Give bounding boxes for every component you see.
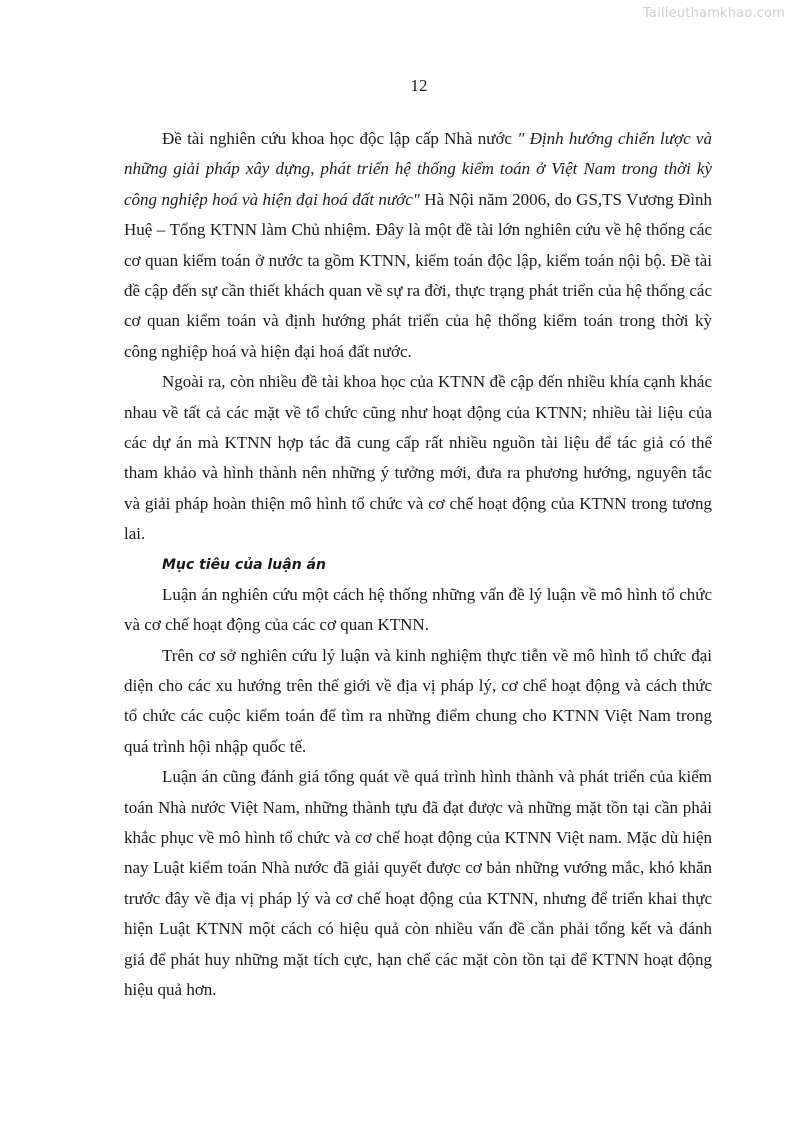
paragraph-1 xyxy=(124,124,712,367)
document-body xyxy=(124,124,712,1005)
paragraph-4: Trên cơ sở nghiên cứu lý luận và kinh nghiệm thực tiễn về mô hình tổ chức đại diện cho các xu hướng trên thế giới về địa vị pháp lý, cơ chế hoạt động và cách thức tổ chức các cuộc kiểm toán để tìm ra những điểm chung cho KTNN Việt Nam trong quá trình hội nhập quốc tế. xyxy=(124,645,712,756)
paragraph-1-suffix: Hà Nội năm 2006, do GS,TS Vương Đình Huệ – Tổng KTNN làm Chủ nhiệm. Đây là một đề tài lớn nghiên cứu về hệ thống các cơ quan kiểm toán ở nước ta gồm KTNN, kiểm toán độc lập, kiểm toán nội bộ. Đề tài đề cập đến sự cần thiết khách quan về sự ra đời, thực trạng phát triển của hệ thống các cơ quan kiểm toán và định hướng phát triển của hệ thống kiểm toán trong thời kỳ công nghiệp hoá và hiện đại hoá đất nước. xyxy=(124,189,712,361)
paragraph-2: Ngoài ra, còn nhiều đề tài khoa học của KTNN đề cập đến nhiều khía cạnh khác nhau về tất cả các mặt về tổ chức cũng như hoạt động của KTNN; nhiều tài liệu của các dự án mà KTNN hợp tác đã cung cấp rất nhiều nguồn tài liệu để tác giả có thể tham khảo và hình thành nên những ý tưởng mới, đưa ra phương hướng, nguyên tắc và giải pháp hoàn thiện mô hình tổ chức và cơ chế hoạt động của KTNN trong tương lai. xyxy=(124,372,712,544)
section-heading-objectives: Mục tiêu của luận án xyxy=(162,556,326,573)
page-number: 12 xyxy=(410,76,428,95)
watermark-text: Tailieuthamkhao.com xyxy=(643,6,785,21)
paragraph-5: Luận án cũng đánh giá tổng quát về quá trình hình thành và phát triển của kiểm toán Nhà nước Việt Nam, những thành tựu đã đạt được và những mặt tồn tại cần phải khắc phục về mô hình tổ chức và cơ chế hoạt động của KTNN Việt nam. Mặc dù hiện nay Luật kiểm toán Nhà nước đã giải quyết được cơ bản những vướng mắc, khó khăn trước đây về địa vị pháp lý và cơ chế hoạt động của KTNN, nhưng để triển khai thực hiện Luật KTNN một cách có hiệu quả còn nhiều vấn đề cần phải tổng kết và đánh giá để phát huy những mặt tích cực, hạn chế các mặt còn tồn tại để KTNN hoạt động hiệu quả hơn. xyxy=(124,767,712,999)
paragraph-3: Luận án nghiên cứu một cách hệ thống những vấn đề lý luận về mô hình tổ chức và cơ chế hoạt động của các cơ quan KTNN. xyxy=(124,584,712,635)
paragraph-1-prefix: Đề tài nghiên cứu khoa học độc lập cấp Nhà nước xyxy=(162,129,518,148)
paragraph-1-project-title: " Định hướng chiến lược và những giải pháp xây dựng, phát triển hệ thống kiểm toán ở Việt Nam trong thời kỳ công nghiệp hoá và hiện đại hoá đất nước" xyxy=(124,129,712,209)
